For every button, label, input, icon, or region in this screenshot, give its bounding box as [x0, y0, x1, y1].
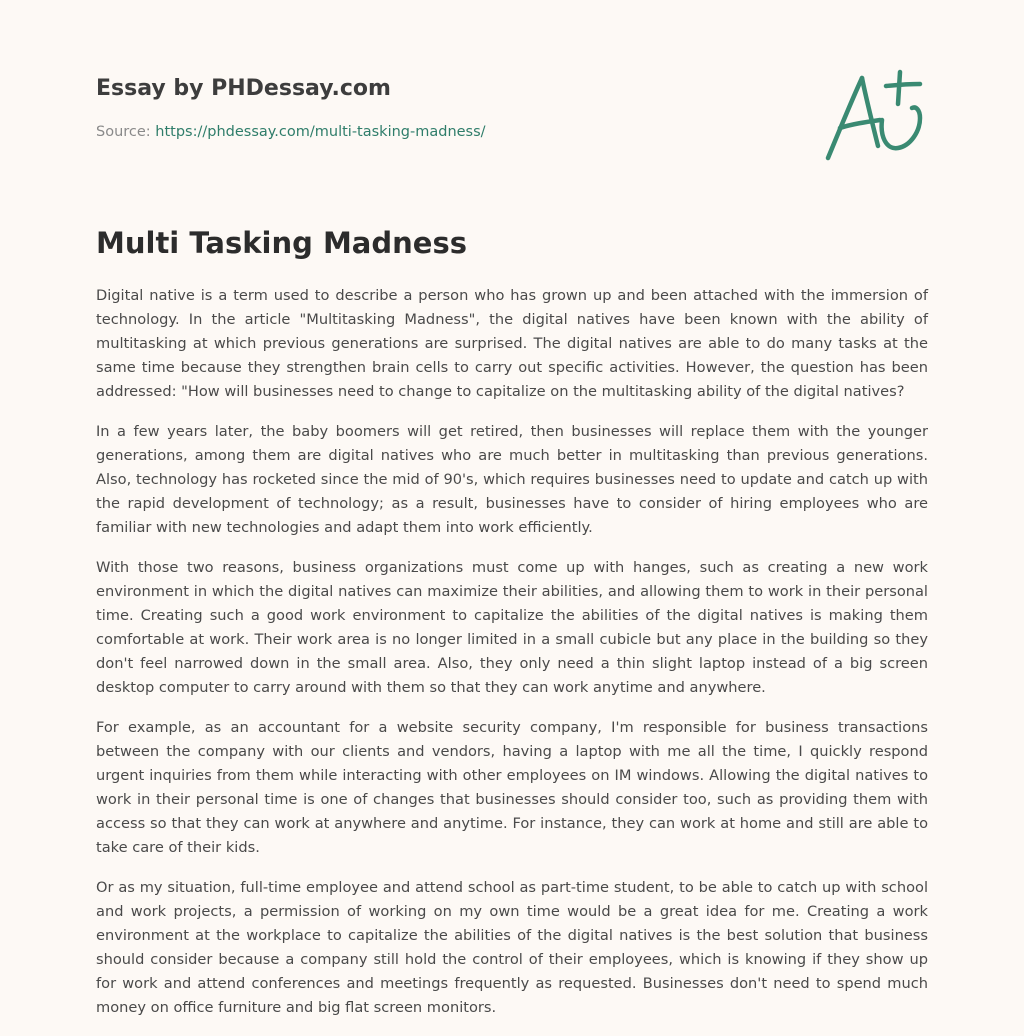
brand-title: Essay by PHDessay.com [96, 76, 391, 101]
essay-paragraph: In a few years later, the baby boomers will get retired, then businesses will replace them with the younger generations, among them are digital natives who are much better in multitasking than previous generations. Also, technology has rocketed since the mid of 90's, which requires businesses need to update and catch up with the rapid development of technology; as a result, businesses have to consider of hiring employees who are familiar with new technologies and adapt them into work efficiently. [96, 423, 928, 536]
a-plus-logo-icon [816, 64, 932, 168]
source-line [96, 124, 486, 140]
essay-paragraph: For example, as an accountant for a website security company, I'm responsible for business transactions between the company with our clients and vendors, having a laptop with me all the time, I quickly respond urgent inquiries from them while interacting with other employees on IM windows. Allowing the digital natives to work in their personal time is one of changes that businesses should consider too, such as providing them with access so that they can work at anywhere and anytime. For instance, they can work at home and still are able to take care of their kids. [96, 719, 928, 856]
essay-title: Multi Tasking Madness [96, 226, 467, 260]
source-label: Source: [96, 124, 151, 140]
essay-body [96, 284, 928, 1036]
essay-paragraph: Or as my situation, full-time employee and attend school as part-time student, to be able to catch up with school and work projects, a permission of working on my own time would be a great idea for me. Creating a work environment at the workplace to capitalize the abilities of the digital natives is the best solution that business should consider because a company still hold the control of their employees, which is knowing if they show up for work and attend conferences and meetings frequently as requested. Businesses don't need to spend much money on office furniture and big flat screen monitors. [96, 879, 928, 1016]
essay-paragraph: Digital native is a term used to describe a person who has grown up and been attached with the immersion of technology. In the article "Multitasking Madness", the digital natives have been known with the ability of multitasking at which previous generations are surprised. The digital natives are able to do many tasks at the same time because they strengthen brain cells to carry out specific activities. However, the question has been addressed: "How will businesses need to change to capitalize on the multitasking ability of the digital natives? [96, 287, 928, 400]
essay-paragraph: With those two reasons, business organizations must come up with hanges, such as creating a new work environment in which the digital natives can maximize their abilities, and allowing them to work in their personal time. Creating such a good work environment to capitalize the abilities of the digital natives is making them comfortable at work. Their work area is no longer limited in a small cubicle but any place in the building so they don't feel narrowed down in the small area. Also, they only need a thin slight laptop instead of a big screen desktop computer to carry around with them so that they can work anytime and anywhere. [96, 559, 928, 696]
source-link[interactable]: https://phdessay.com/multi-tasking-madness/ [155, 124, 486, 140]
